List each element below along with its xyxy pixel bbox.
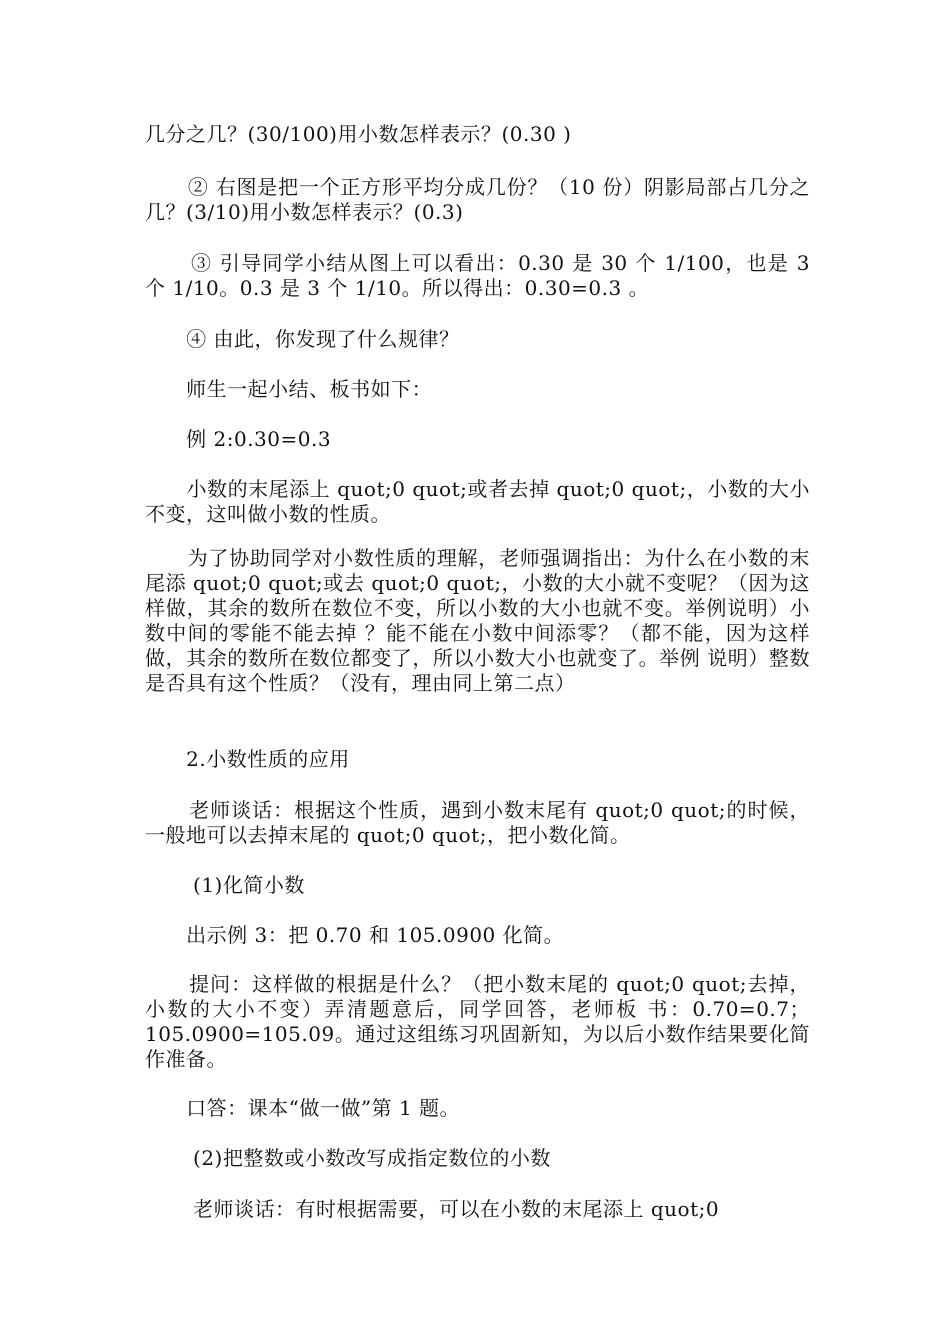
paragraph-question-basis: 提问：这样做的根据是什么？（把小数末尾的 quot;0 quot;去掉，小数的大小不变）弄清题意后，同学回答，老师板 书：0.70=0.7；105.0900=105.09。通过这组练习巩固新知，为以后小数作结果要化简作准备。 <box>145 972 810 1071</box>
paragraph-decimal-property: 小数的末尾添上 quot;0 quot;或者去掉 quot;0 quot;，小数的大小不变，这叫做小数的性质。 <box>145 477 810 526</box>
paragraph-teacher-emphasis: 为了协助同学对小数性质的理解，老师强调指出：为什么在小数的末尾添 quot;0 quot;或去 quot;0 quot;，小数的大小就不变呢？（因为这样做，其余的数所在数位不变，所以小数的大小也就不变。举例说明）小数中间的零能不能去掉 ？能不能在小数中间添零？（都不能，因为这样做，其余的数所在数位都变了，所以小数大小也就变了。举例 说明）整数是否具有这个性质？（没有，理由同上第二点） <box>145 546 810 695</box>
paragraph-teacher-talk-add-zero: 老师谈话：有时根据需要，可以在小数的末尾添上 quot;0 <box>145 1197 720 1221</box>
paragraph-teacher-talk-simplify: 老师谈话：根据这个性质，遇到小数末尾有 quot;0 quot;的时候，一般地可以去掉末尾的 quot;0 quot;，把小数化简。 <box>145 798 810 847</box>
paragraph-example-2: 例 2:0.30=0.3 <box>145 427 332 451</box>
paragraph-fraction-question: 几分之几？(30/100)用小数怎样表示？(0.30 ) <box>145 122 572 146</box>
subheading-simplify-decimal: (1)化简小数 <box>145 873 305 897</box>
paragraph-summary-guide: ③ 引导同学小结从图上可以看出：0.30 是 30 个 1/100，也是 3 个 1/10。0.3 是 3 个 1/10。所以得出：0.30=0.3 。 <box>145 251 817 300</box>
paragraph-square-question: ② 右图是把一个正方形平均分成几份？（10 份）阴影局部占几分之几？(3/10)用小数怎样表示？(0.3) <box>145 175 810 224</box>
paragraph-board-summary: 师生一起小结、板书如下： <box>145 377 433 401</box>
paragraph-example-3: 出示例 3：把 0.70 和 105.0900 化简。 <box>145 923 565 947</box>
paragraph-rule-question: ④ 由此，你发现了什么规律？ <box>145 327 460 351</box>
subheading-rewrite-decimal: (2)把整数或小数改写成指定数位的小数 <box>145 1146 551 1170</box>
paragraph-oral-answer: 口答：课本“做一做”第 1 题。 <box>145 1096 461 1120</box>
section-heading-application: 2.小数性质的应用 <box>145 747 350 771</box>
